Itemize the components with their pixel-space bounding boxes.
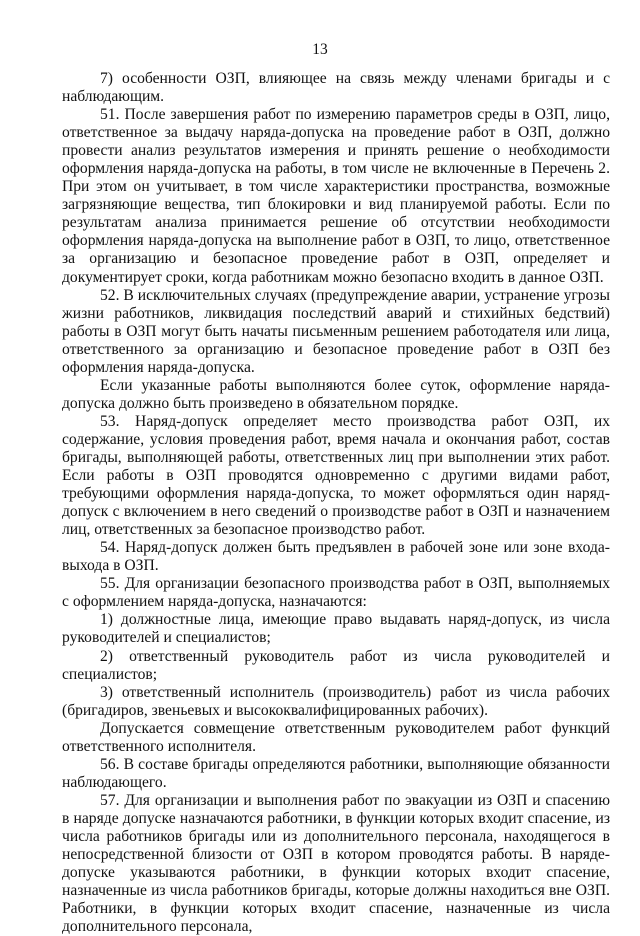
paragraph-52-continuation: Если указанные работы выполняются более суток, оформление наряда-допуска должно быть произведено в обязательном порядке.	[62, 376, 610, 412]
paragraph-51: 51. После завершения работ по измерению параметров среды в ОЗП, лицо, ответственное за выдачу наряда-допуска на проведение работ в ОЗП, должно провести анализ результатов измерения и принять решение о необходимости оформления наряда-допуска на работы, в том числе не включенные в Перечень 2. При этом он учитывает, в том числе характеристики пространства, возможные загрязняющие вещества, тип блокировки и вид планируемой работы. Если по результатам анализа принимается решение об отсутствии необходимости оформления наряда-допуска на выполнение работ в ОЗП, то лицо, ответственное за организацию и безопасное проведение работ в ОЗП, определяет и документирует сроки, когда работникам можно безопасно входить в данное ОЗП.	[62, 106, 610, 286]
paragraph-55: 55. Для организации безопасного производства работ в ОЗП, выполняемых с оформлением наряда-допуска, назначаются:	[62, 575, 610, 611]
paragraph-54: 54. Наряд-допуск должен быть предъявлен в рабочей зоне или зоне входа-выхода в ОЗП.	[62, 539, 610, 575]
paragraph-52: 52. В исключительных случаях (предупреждение аварии, устранение угрозы жизни работников, ликвидация последствий аварий и стихийных бедствий) работы в ОЗП могут быть начаты письменным решением работодателя или лица, ответственного за организацию и безопасное проведение работ в ОЗП без оформления наряда-допуска.	[62, 286, 610, 376]
paragraph-55-note: Допускается совмещение ответственным руководителем работ функций ответственного исполнителя.	[62, 719, 610, 755]
paragraph-53: 53. Наряд-допуск определяет место производства работ ОЗП, их содержание, условия проведения работ, время начала и окончания работ, состав бригады, выполняющей работы, ответственных лиц при выполнении этих работ. Если работы в ОЗП проводятся одновременно с другими видами работ, требующими оформления наряда-допуска, то может оформляться один наряд-допуск с включением в него сведений о производстве работ в ОЗП и назначением лиц, ответственных за безопасное производство работ.	[62, 412, 610, 539]
paragraph-55-item-3: 3) ответственный исполнитель (производитель) работ из числа рабочих (бригадиров, звеньевых и высококвалифицированных рабочих).	[62, 683, 610, 719]
paragraph-57: 57. Для организации и выполнения работ по эвакуации из ОЗП и спасению в наряде допуске назначаются работники, в функции которых входит спасение, из числа работников бригады или из дополнительного персонала, находящегося в непосредственной близости от ОЗП в котором проводятся работы. В наряде-допуске указываются работники, в функции которых входит спасение, назначенные из числа работников бригады, которые должны находиться вне ОЗП. Работники, в функции которых входит спасение, назначенные из числа дополнительного персонала,	[62, 791, 610, 936]
paragraph-56: 56. В составе бригады определяются работники, выполняющие обязанности наблюдающего.	[62, 755, 610, 791]
paragraph-55-item-1: 1) должностные лица, имеющие право выдавать наряд-допуск, из числа руководителей и специалистов;	[62, 611, 610, 647]
paragraph-item-7: 7) особенности ОЗП, влияющее на связь между членами бригады и с наблюдающим.	[62, 70, 610, 106]
paragraph-55-item-2: 2) ответственный руководитель работ из числа руководителей и специалистов;	[62, 647, 610, 683]
page-number: 13	[312, 41, 328, 58]
document-body	[62, 70, 610, 936]
